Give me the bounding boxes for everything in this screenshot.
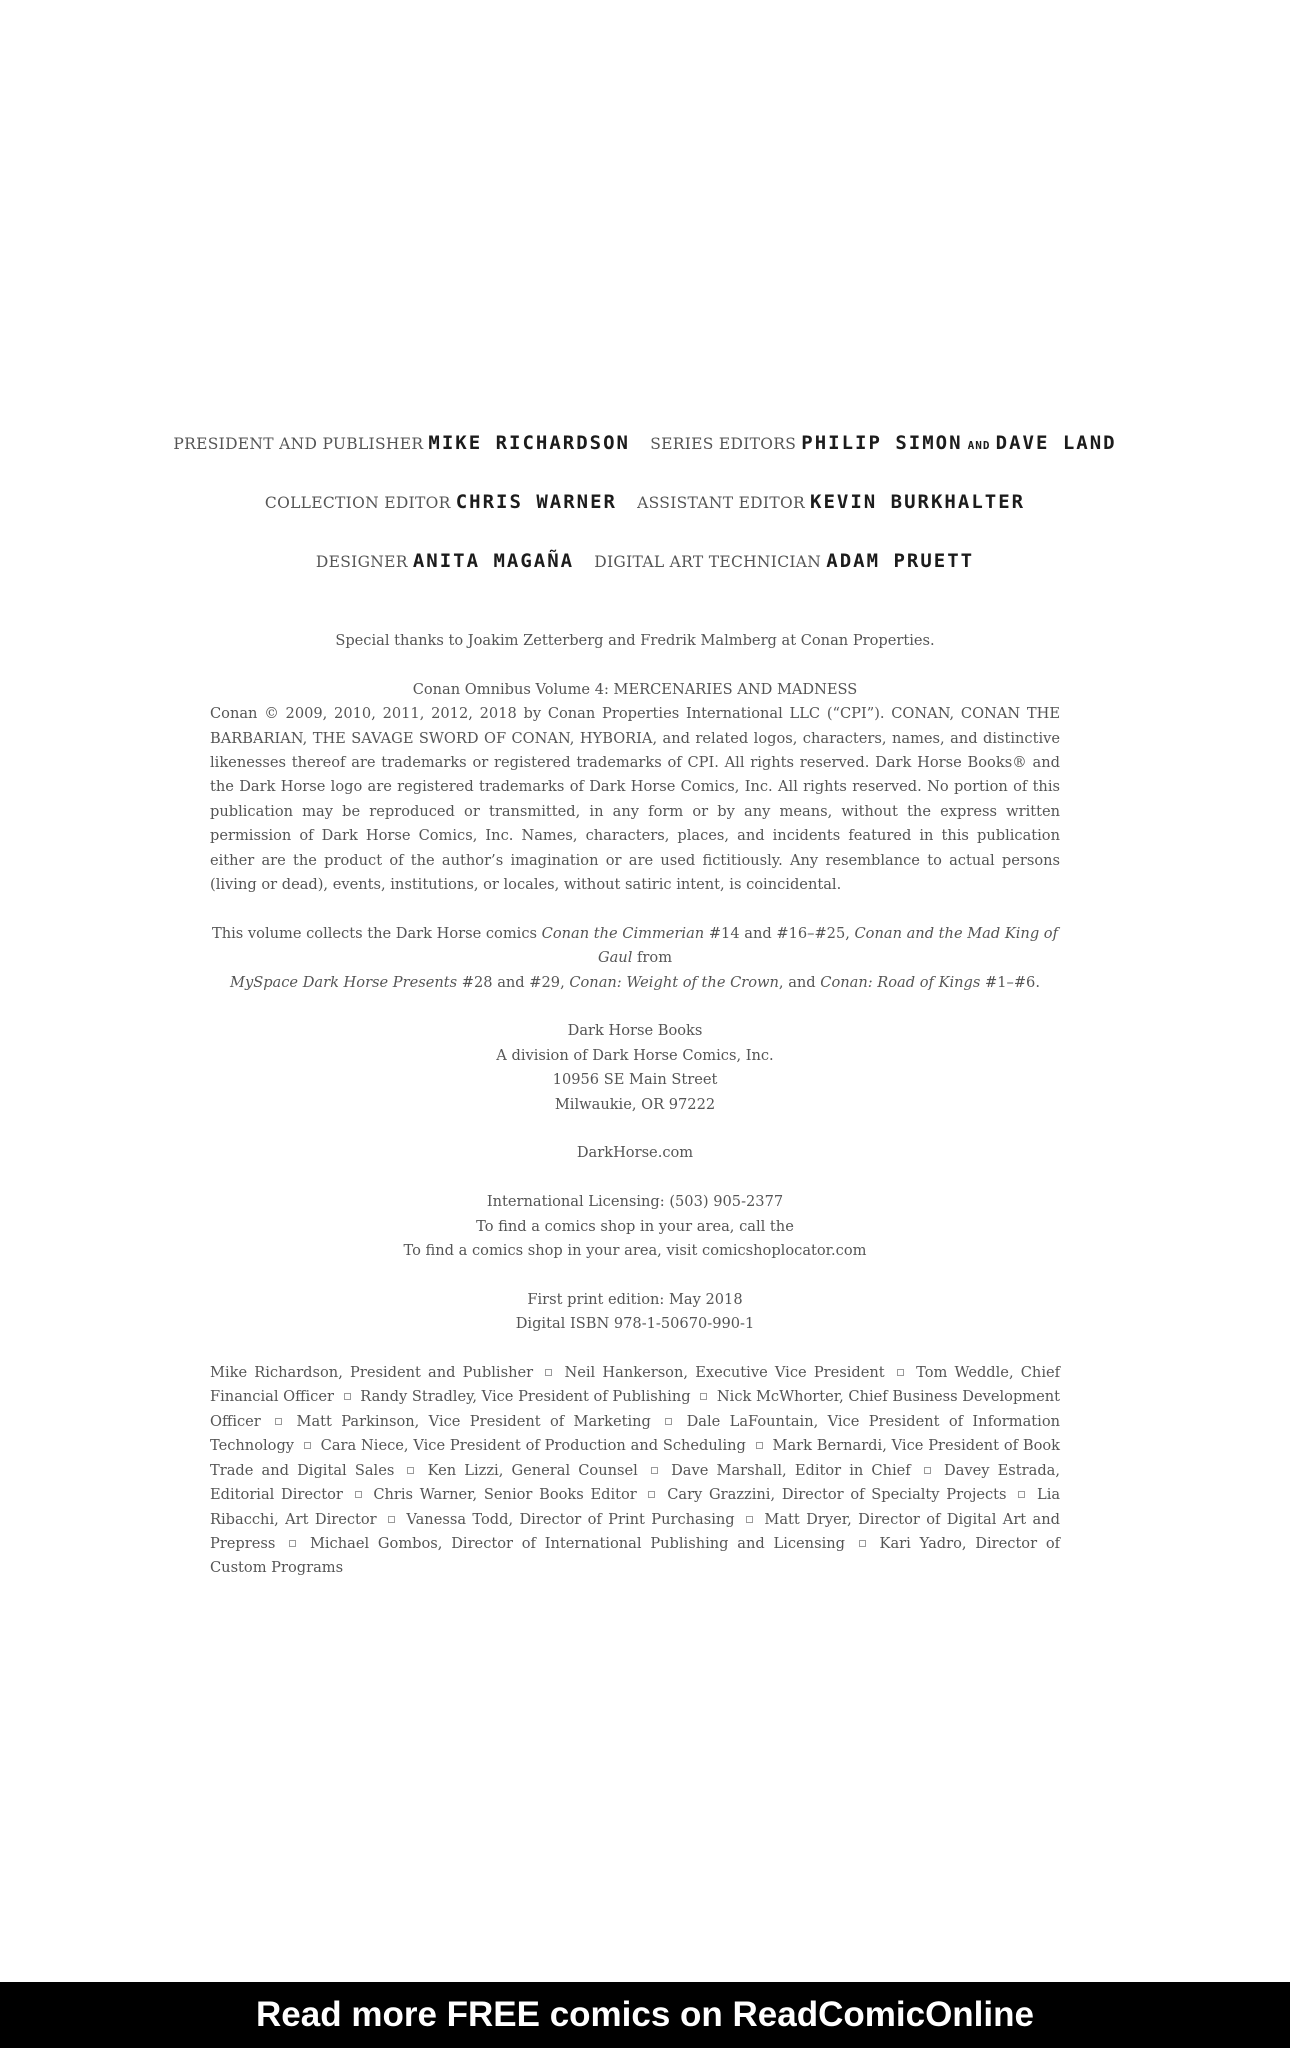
separator-square-icon [388, 1516, 395, 1523]
staff-entry: Vanessa Todd, Director of Print Purchasing [406, 1510, 735, 1528]
separator-square-icon [275, 1418, 282, 1425]
credit-name: KEVIN BURKHALTER [810, 491, 1026, 513]
separator-square-icon [648, 1491, 655, 1498]
separator-square-icon [897, 1369, 904, 1376]
credit-role: PRESIDENT AND PUBLISHER [173, 435, 424, 453]
staff-entry: Matt Parkinson, Vice President of Marketing [296, 1412, 651, 1430]
legal-notice: Conan © 2009, 2010, 2011, 2012, 2018 by Conan Properties International LLC (“CPI”). CONAN, CONAN THE BARBARIAN, THE SAVAGE SWORD OF CONAN, HYBORIA, and related logos, characters, names, and distinctive likenesses thereof are trademarks or registered trademarks of CPI. All rights reserved. Dark Horse Books® and the Dark Horse logo are registered trademarks of Dark Horse Comics, Inc. All rights reserved. No portion of this publication may be reproduced or transmitted, in any form or by any means, without the express written permission of Dark Horse Comics, Inc. Names, characters, places, and incidents featured in this publication either are the product of the author’s imagination or are used fictitiously. Any resemblance to actual persons (living or dead), events, institutions, or locales, without satiric intent, is coincidental. [210, 705, 1060, 894]
credit-name: CHRIS WARNER [455, 491, 617, 513]
staff-entry: Cary Grazzini, Director of Specialty Projects [667, 1486, 1007, 1504]
staff-list [210, 1361, 1060, 1581]
credit-role: DESIGNER [315, 553, 408, 571]
separator-square-icon [289, 1540, 296, 1547]
indicia [210, 629, 1060, 1581]
separator-square-icon [700, 1393, 707, 1400]
separator-square-icon [651, 1467, 658, 1474]
credit-role: DIGITAL ART TECHNICIAN [594, 553, 822, 571]
staff-entry: Michael Gombos, Director of International Publishing and Licensing [309, 1534, 845, 1552]
contact-info [210, 1190, 1060, 1263]
staff-entry: Ken Lizzi, General Counsel [427, 1461, 638, 1479]
staff-entry: Mike Richardson, President and Publisher [210, 1364, 534, 1382]
first-print: First print edition: May 2018 [527, 1290, 743, 1308]
separator-square-icon [545, 1369, 552, 1376]
separator-square-icon [665, 1418, 672, 1425]
staff-entry: Davey Estrada, Editorial Director [210, 1461, 1061, 1504]
credit-name: ADAM PRUETT [826, 550, 975, 572]
publisher-street: 10956 SE Main Street [552, 1071, 718, 1089]
shop-line: To find a comics shop in your area, visit comicshoplocator.com [403, 1242, 867, 1260]
credit-role: SERIES EDITORS [650, 435, 797, 453]
separator-square-icon [1018, 1491, 1025, 1498]
separator-square-icon [746, 1516, 753, 1523]
staff-entry: Dale LaFountain, Vice President of Information Technology [210, 1412, 1061, 1455]
credit-line [0, 426, 1290, 485]
staff-entry: Chris Warner, Senior Books Editor [373, 1486, 637, 1504]
staff-entry: Lia Ribacchi, Art Director [210, 1486, 1061, 1528]
separator-square-icon [407, 1467, 414, 1474]
separator-square-icon [344, 1393, 351, 1400]
separator-square-icon [756, 1442, 763, 1449]
credit-line [0, 544, 1290, 603]
credit-name: PHILIP SIMON [801, 432, 963, 454]
credit-role: COLLECTION EDITOR [264, 494, 451, 512]
publisher-city: Milwaukie, OR 97222 [554, 1095, 716, 1113]
publisher-name: Dark Horse Books [567, 1022, 703, 1040]
staff-entry: Dave Marshall, Editor in Chief [671, 1461, 911, 1479]
credit-name: ANITA MAGAÑA [412, 550, 575, 572]
staff-entry: Neil Hankerson, Executive Vice President [564, 1364, 885, 1382]
collects-note: This volume collects the Dark Horse comics Conan the Cimmerian #14 and #16–#25, Conan and the Mad King of Gaul from MySpace Dark Horse Presents #28 and #29, Conan: Weight of the Crown, and Conan: Road of Kings #1–#6. [211, 924, 1058, 991]
shop-line: To find a comics shop in your area, call the [476, 1217, 794, 1235]
publisher-division: A division of Dark Horse Comics, Inc. [496, 1046, 774, 1064]
promo-banner[interactable]: Read more FREE comics on ReadComicOnline [0, 1982, 1290, 2048]
credit-name: MIKE RICHARDSON [428, 432, 630, 454]
special-thanks: Special thanks to Joakim Zetterberg and Fredrik Malmberg at Conan Properties. [335, 632, 935, 649]
staff-entry: Cara Niece, Vice President of Production and Scheduling [320, 1437, 746, 1455]
credit-role: ASSISTANT EDITOR [637, 494, 805, 512]
credits-block [0, 426, 1290, 603]
credit-joiner: AND [967, 439, 991, 452]
separator-square-icon [304, 1442, 311, 1449]
staff-entry: Kari Yadro, Director of Custom Programs [210, 1534, 1061, 1577]
separator-square-icon [859, 1540, 866, 1547]
separator-square-icon [924, 1467, 931, 1474]
staff-entry: Tom Weddle, Chief Financial Officer [210, 1364, 1061, 1406]
website: DarkHorse.com [576, 1144, 694, 1162]
separator-square-icon [355, 1491, 362, 1498]
staff-entry: Mark Bernardi, Vice President of Book Trade and Digital Sales [210, 1437, 1060, 1479]
licensing-line: International Licensing: (503) 905-2377 [486, 1193, 784, 1211]
volume-title: Conan Omnibus Volume 4: MERCENARIES AND MADNESS [412, 680, 858, 698]
staff-entry: Nick McWhorter, Chief Business Development Officer [210, 1388, 1061, 1430]
credit-line [0, 485, 1290, 544]
isbn: Digital ISBN 978-1-50670-990-1 [515, 1315, 755, 1333]
staff-entry: Matt Dryer, Director of Digital Art and Prepress [210, 1510, 1060, 1552]
credit-name: DAVE LAND [995, 432, 1117, 454]
edition-info [210, 1288, 1060, 1337]
publisher-address [210, 1019, 1060, 1117]
staff-entry: Randy Stradley, Vice President of Publishing [360, 1388, 691, 1406]
